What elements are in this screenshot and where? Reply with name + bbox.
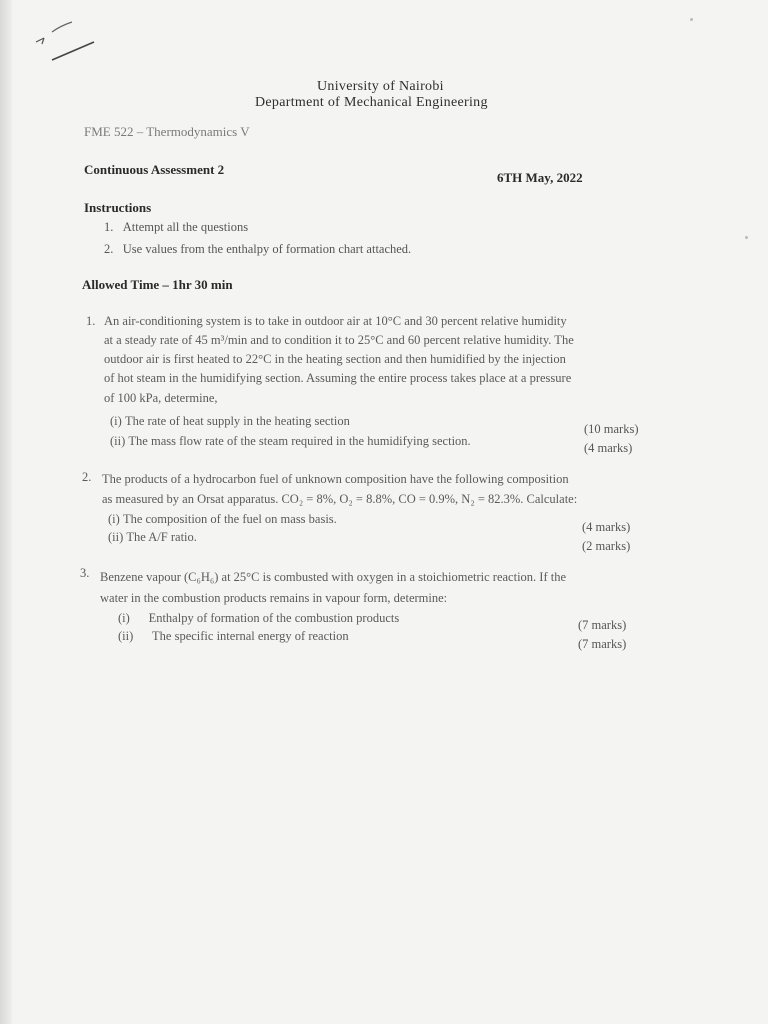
allowed-time: Allowed Time – 1hr 30 min bbox=[82, 277, 233, 292]
marks-label: (10 marks) bbox=[584, 422, 639, 436]
assessment-title: Continuous Assessment 2 bbox=[84, 162, 225, 177]
question-2-part-ii: (ii) The A/F ratio. bbox=[108, 530, 197, 544]
question-1-line: outdoor air is first heated to 22°C in the heating section and then humidified by the injection bbox=[104, 352, 566, 366]
department-title: Department of Mechanical Engineering bbox=[255, 95, 488, 110]
speck bbox=[690, 18, 693, 21]
question-2-line: as measured by an Orsat apparatus. CO₂ = 8%, O₂ = 8.8%, CO = 0.9%, N₂ = 82.3%. Calculate: bbox=[102, 492, 578, 506]
marks-label: (7 marks) bbox=[578, 637, 627, 651]
page-edge-shadow bbox=[0, 0, 12, 1024]
instruction-item-1: 1. Attempt all the questions bbox=[104, 220, 249, 234]
marks-label: (2 marks) bbox=[582, 539, 631, 553]
question-2-line: The products of a hydrocarbon fuel of unknown composition have the following composition bbox=[102, 472, 569, 486]
question-1-line: of 100 kPa, determine, bbox=[104, 391, 218, 405]
question-1-line: An air-conditioning system is to take in outdoor air at 10°C and 30 percent relative humidity bbox=[104, 314, 567, 328]
question-3-number: 3. bbox=[80, 566, 90, 580]
marks-label: (4 marks) bbox=[582, 520, 631, 534]
question-2-number: 2. bbox=[82, 470, 92, 484]
question-1-line: of hot steam in the humidifying section. Assuming the entire process takes place at a pressure bbox=[104, 371, 572, 385]
marks-label: (7 marks) bbox=[578, 618, 627, 632]
pen-scribble bbox=[32, 18, 102, 68]
question-1-line: at a steady rate of 45 m³/min and to condition it to 25°C and 60 percent relative humidity. The bbox=[104, 333, 574, 347]
university-title: University of Nairobi bbox=[317, 79, 444, 94]
course-code: FME 522 – Thermodynamics V bbox=[84, 124, 250, 139]
instruction-item-2: 2. Use values from the enthalpy of formation chart attached. bbox=[104, 242, 412, 256]
question-3-part-ii: (ii) The specific internal energy of reaction bbox=[118, 629, 349, 643]
marks-label: (4 marks) bbox=[584, 441, 633, 455]
question-2-part-i: (i) The composition of the fuel on mass basis. bbox=[108, 512, 337, 526]
question-1-part-ii: (ii) The mass flow rate of the steam required in the humidifying section. bbox=[110, 434, 471, 448]
question-1-number: 1. bbox=[86, 314, 96, 328]
speck bbox=[745, 236, 748, 239]
question-1-part-i: (i) The rate of heat supply in the heating section bbox=[110, 414, 350, 428]
question-3-line: Benzene vapour (C₆H₆) at 25°C is combusted with oxygen in a stoichiometric reaction. If the bbox=[100, 570, 567, 584]
question-3-line: water in the combustion products remains in vapour form, determine: bbox=[100, 591, 448, 605]
question-3-part-i: (i) Enthalpy of formation of the combustion products bbox=[118, 611, 400, 625]
exam-date: 6TH May, 2022 bbox=[497, 170, 583, 185]
instructions-heading: Instructions bbox=[84, 200, 152, 215]
